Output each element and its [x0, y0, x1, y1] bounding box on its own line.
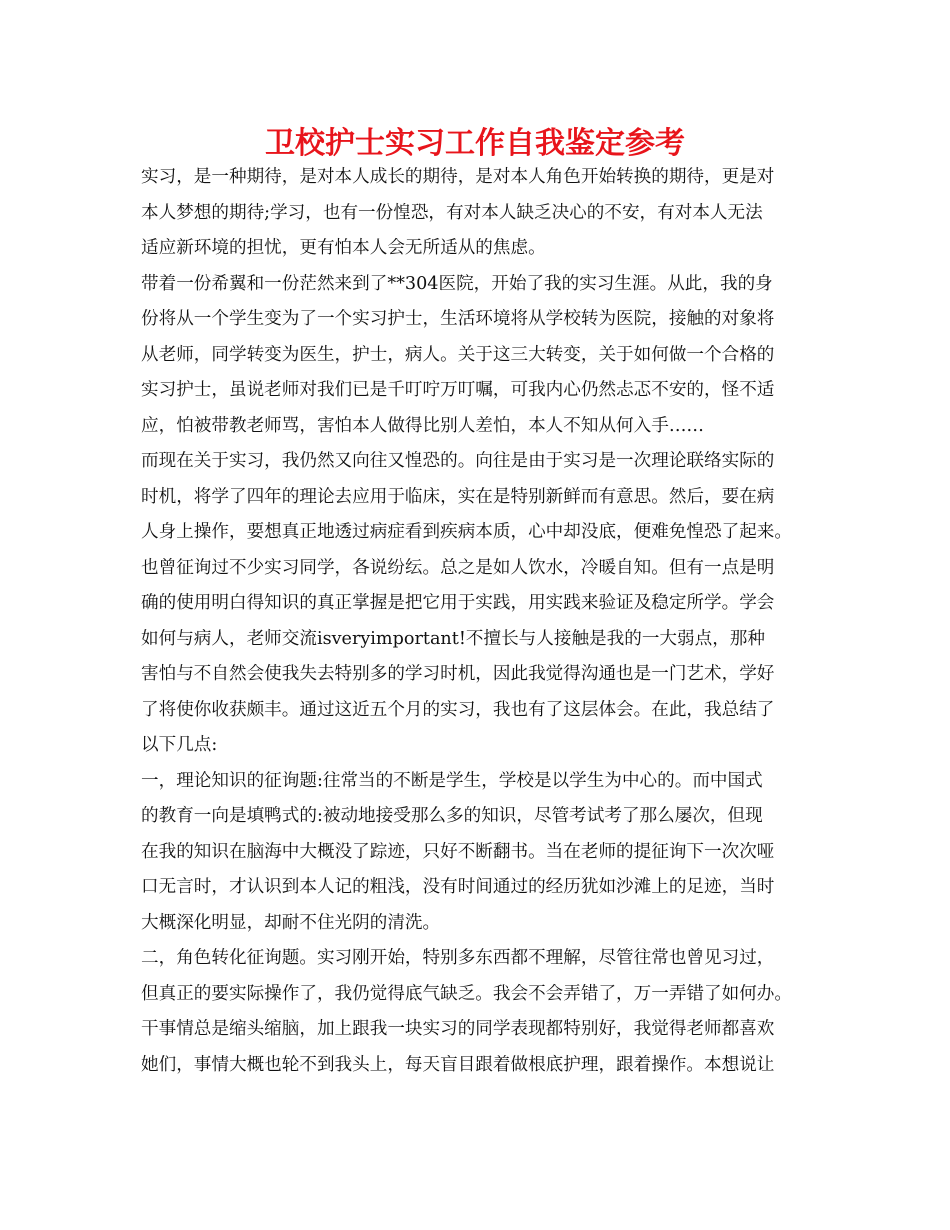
paragraph-4: 一，理论知识的征询题:往常当的不断是学生，学校是以学生为中心的。而中国式 的教育一向是填鸭式的:被动地接受那么多的知识，尽管考试考了那么屡次，但现 在我的知识在脑海中大概没了踪迹，只好不断翻书。当在老师的提征询下一次次哑 口无言时，才认识到本人记的粗浅，没有时间通过的经历犹如沙滩上的足迹，当时 大概深化明显，却耐不住光阴的清洗。	[141, 770, 775, 933]
document-body	[141, 160, 821, 1083]
paragraph-2: 带着一份希翼和一份茫然来到了**304医院，开始了我的实习生涯。从此，我的身 份将从一个学生变为了一个实习护士，生活环境将从学校转为医院，接触的对象将 从老师，同学转变为医生，护士，病人。关于这三大转变，关于如何做一个合格的 实习护士，虽说老师对我们已是千叮咛万叮嘱，可我内心仍然忐忑不安的，怪不适 应，怕被带教老师骂，害怕本人做得比别人差怕，本人不知从何入手……	[141, 273, 775, 436]
paragraph-1: 实习，是一种期待，是对本人成长的期待，是对本人角色开始转换的期待，更是对 本人梦想的期待;学习，也有一份惶恐，有对本人缺乏决心的不安，有对本人无法 适应新环境的担忧，更有怕本人会无所适从的焦虑。	[141, 167, 775, 258]
paragraph-3: 而现在关于实习，我仍然又向往又惶恐的。向往是由于实习是一次理论联络实际的 时机，将学了四年的理论去应用于临床，实在是特别新鲜而有意思。然后，要在病 人身上操作，要想真正地透过病症看到疾病本质，心中却没底，便难免惶恐了起来。 也曾征询过不少实习同学，各说纷纭。总之是如人饮水，冷暖自知。但有一点是明 确的使用明白得知识的真正掌握是把它用于实践，用实践来验证及稳定所学。学会 如何与病人，老师交流isveryimportant!不擅长与人接触是我的一大弱点，那种 害怕与不自然会使我失去特别多的学习时机，因此我觉得沟通也是一门艺术，学好 了将使你收获颇丰。通过这近五个月的实习，我也有了这层体会。在此，我总结了 以下几点:	[141, 451, 792, 755]
document-title: 卫校护士实习工作自我鉴定参考	[265, 126, 685, 161]
paragraph-5: 二，角色转化征询题。实习刚开始，特别多东西都不理解，尽管往常也曾见习过， 但真正的要实际操作了，我仍觉得底气缺乏。我会不会弄错了，万一弄错了如何办。 干事情总是缩头缩脑，加上跟我一块实习的同学表现都特别好，我觉得老师都喜欢 她们，事情大概也轮不到我头上，每天盲目跟着做根底护理，跟着操作。本想说让	[141, 948, 792, 1075]
